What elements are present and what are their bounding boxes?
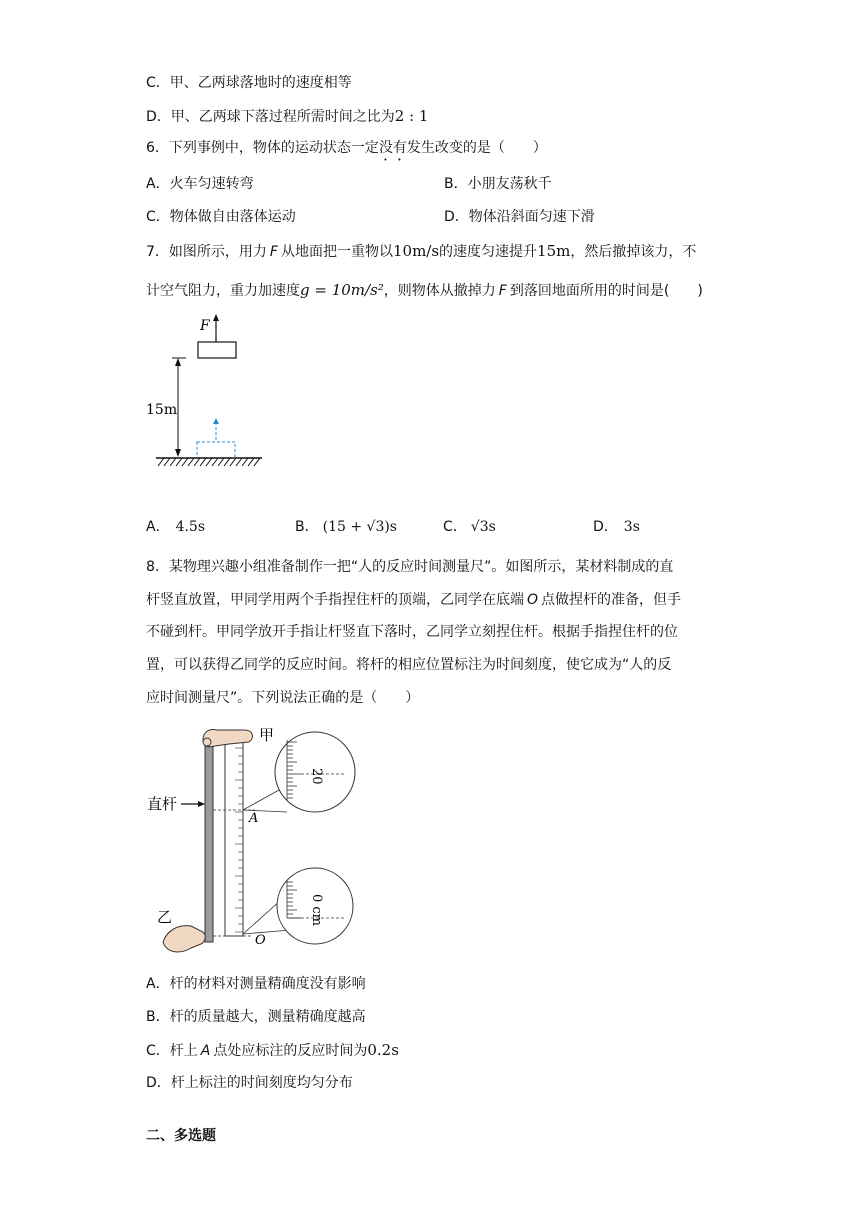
q7-text-a: 7．如图所示，用力 xyxy=(146,244,267,260)
q7-option-a xyxy=(146,517,205,537)
q7-dim-arrow-up xyxy=(175,358,181,366)
q7-text-g: 到落回地面所用的时间是( ) xyxy=(509,283,703,299)
q7-stem-line2 xyxy=(146,280,703,301)
q7-dashed-arrowhead xyxy=(213,418,219,424)
q5-option-c-text: C．甲、乙两球落地时的速度相等 xyxy=(146,75,352,91)
q7-force-symbol: F xyxy=(269,244,278,260)
q6-option-b: B．小朋友荡秋千 xyxy=(444,176,552,192)
q7-option-d-label: D． xyxy=(593,519,618,535)
q7-text-f: ，则物体从撤掉力 xyxy=(383,283,496,299)
q7-force-arrowhead xyxy=(213,314,219,321)
q7-option-c-value: √3s xyxy=(470,519,496,535)
q7-figure xyxy=(146,310,270,470)
q7-option-c-label: C． xyxy=(443,519,467,535)
q7-ground-hatch xyxy=(158,458,260,466)
q5-option-d xyxy=(146,106,428,127)
q6-option-c: C．物体做自由落体运动 xyxy=(146,209,296,225)
q6-stem xyxy=(146,138,547,164)
q8-label-yi: 乙 xyxy=(157,908,173,926)
q8-option-b: B．杆的质量越大，测量精确度越高 xyxy=(146,1009,366,1025)
q7-box-ground xyxy=(197,442,235,458)
q8-thumb-top xyxy=(203,738,211,746)
q7-gravity: g = 10m/s² xyxy=(300,281,384,299)
q8-label-jia: 甲 xyxy=(259,726,275,744)
q8-zoom-lower-line2 xyxy=(243,930,291,934)
q8-option-c xyxy=(146,1040,399,1061)
q7-option-b-label: B． xyxy=(295,519,319,535)
q8-ruler xyxy=(225,740,243,936)
q8-zoom-upper-line1 xyxy=(243,790,279,810)
q8-mark-20: 20 xyxy=(309,768,324,785)
q7-speed: 10m/s xyxy=(392,242,440,260)
q7-dim-arrow-down xyxy=(175,449,181,457)
q8-label-rod: 直杆 xyxy=(147,795,178,813)
q7-option-a-value: 4.5s xyxy=(175,519,206,535)
q7-box-top xyxy=(198,342,236,358)
q8-mark-0cm: 0 cm xyxy=(309,894,324,927)
q5-option-d-text: D．甲、乙两球下落过程所需时间之比为 xyxy=(146,109,395,125)
q7-option-b-value: (15 + √3)s xyxy=(322,519,397,535)
q7-height: 15m xyxy=(537,242,571,260)
q6-stem-pre: 6．下列事例中，物体的运动状态一定 xyxy=(146,140,379,156)
q7-fig-height-label: 15m xyxy=(146,402,178,418)
q8-option-a: A．杆的材料对测量精确度没有影响 xyxy=(146,976,366,992)
q7-text-b: 从地面把一重物以 xyxy=(280,244,393,260)
q7-force-symbol-2: F xyxy=(498,283,507,299)
q8-text-b: 点做捏杆的准备，但手 xyxy=(541,592,682,608)
q8-option-d: D．杆上标注的时间刻度均匀分布 xyxy=(146,1075,353,1091)
q7-option-b xyxy=(295,517,397,537)
q8-hand-bottom xyxy=(163,926,205,952)
q7-option-c xyxy=(443,517,496,537)
q6-option-a: A．火车匀速转弯 xyxy=(146,176,254,192)
q7-option-d xyxy=(593,517,640,537)
q7-fig-force-label: F xyxy=(200,318,210,334)
q5-option-c xyxy=(146,73,352,93)
q8-text-a: 杆竖直放置，甲同学用两个手指捏住杆的顶端，乙同学在底端 xyxy=(146,592,524,608)
q8-stem-line5: 应时间测量尺”。下列说法正确的是（ ） xyxy=(146,690,420,706)
q7-option-d-value: 3s xyxy=(623,519,640,535)
q8-zoom-lower-line1 xyxy=(243,900,281,934)
q8-option-c-point: A xyxy=(200,1043,211,1059)
q8-stem-line3: 不碰到杆。甲同学放开手指让杆竖直下落时，乙同学立刻捏住杆。根据手指捏住杆的位 xyxy=(146,624,678,640)
q5-option-d-ratio: 2 : 1 xyxy=(394,107,429,125)
q8-figure xyxy=(145,720,360,960)
q8-rod-arrowhead xyxy=(198,801,205,807)
q7-option-a-label: A． xyxy=(146,519,170,535)
q7-text-e: 计空气阻力，重力加速度 xyxy=(146,283,300,299)
q8-stem-line2 xyxy=(146,590,681,610)
q8-stem-line1: 8．某物理兴趣小组准备制作一把“人的反应时间测量尺”。如图所示，某材料制成的直 xyxy=(146,559,674,575)
q8-option-c-value: 0.2s xyxy=(367,1041,399,1059)
q6-stem-post: 发生改变的是（ ） xyxy=(406,140,547,156)
q7-text-d: ，然后撤掉该力，不 xyxy=(570,244,697,260)
q7-text-c: 的速度匀速提升 xyxy=(439,244,538,260)
q8-point-o: O xyxy=(527,592,539,608)
q8-rod xyxy=(205,734,213,942)
q8-label-o: O xyxy=(255,933,266,948)
section-title-multiple-choice: 二、多选题 xyxy=(146,1128,216,1144)
q8-stem-line4: 置，可以获得乙同学的反应时间。将杆的相应位置标注为时间刻度，使它成为“人的反 xyxy=(146,657,672,673)
q7-stem-line1 xyxy=(146,241,696,262)
q8-label-a: A xyxy=(249,811,259,826)
q8-option-c-text-a: C．杆上 xyxy=(146,1043,198,1059)
q6-option-d: D．物体沿斜面匀速下滑 xyxy=(444,209,595,225)
q8-option-c-text-b: 点处应标注的反应时间为 xyxy=(213,1043,368,1059)
q6-stem-emphasis: 没有 xyxy=(378,140,407,156)
